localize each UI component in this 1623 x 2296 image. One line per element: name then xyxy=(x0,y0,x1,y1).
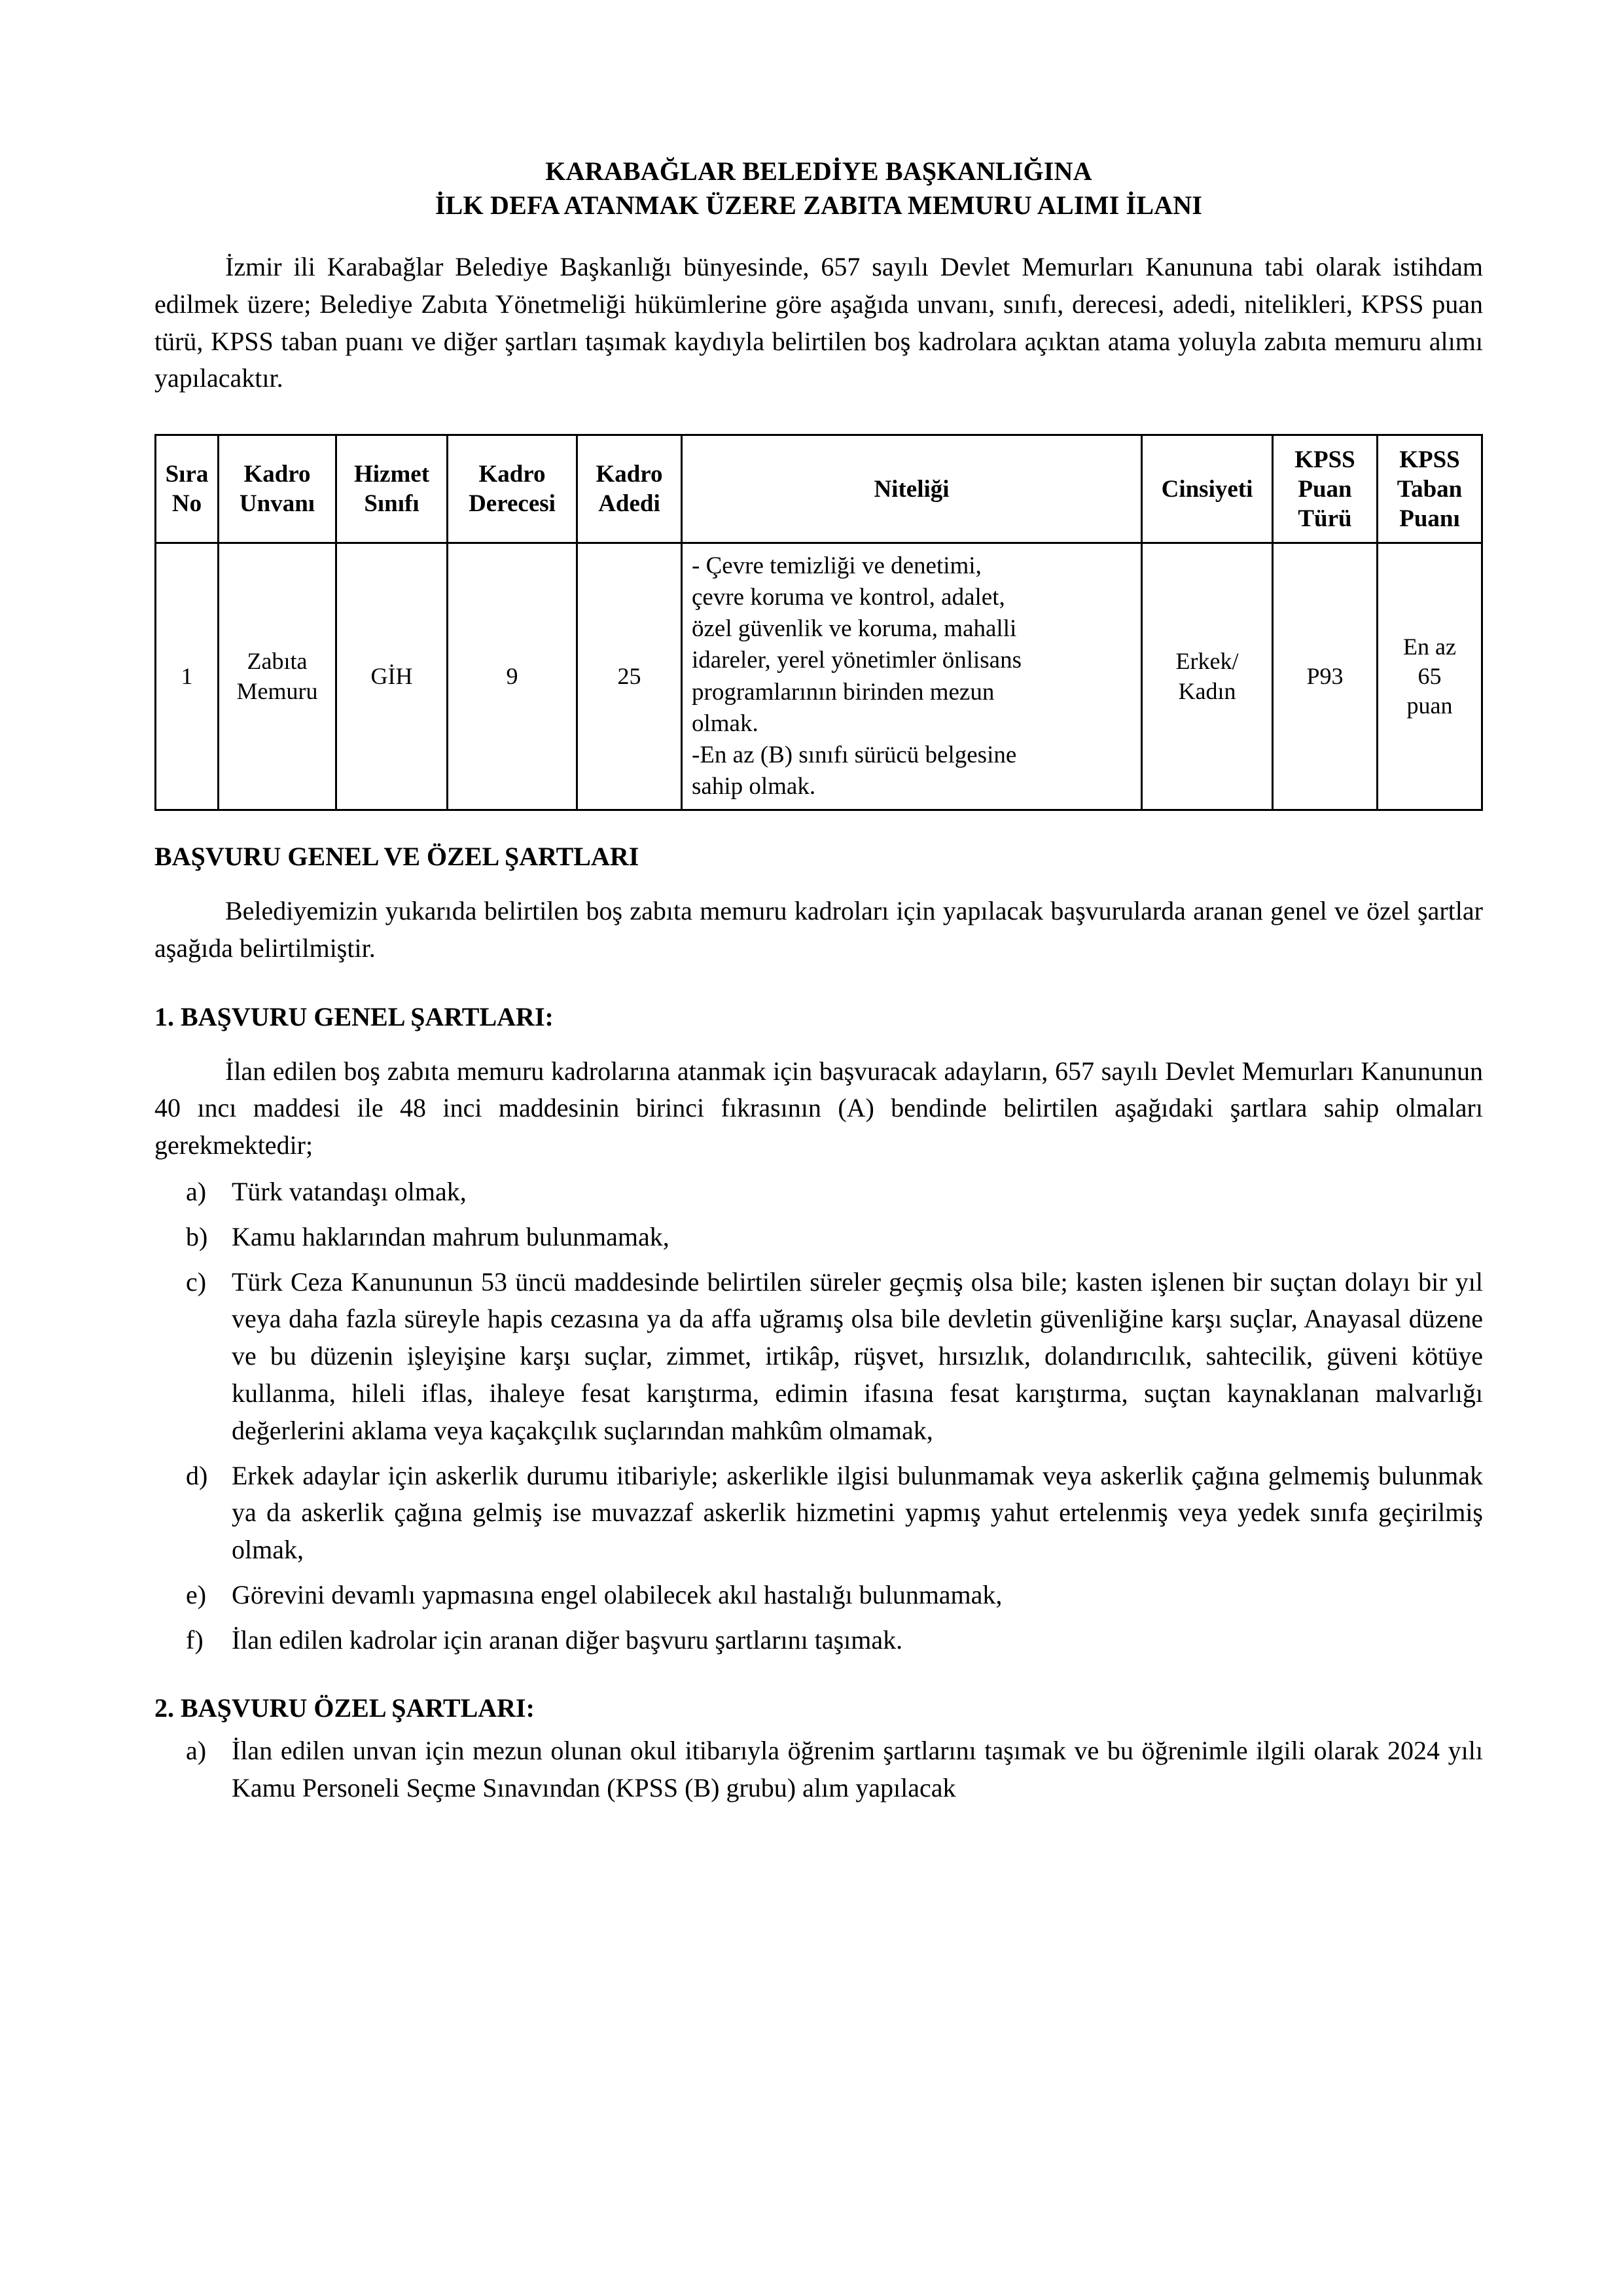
list-marker: b) xyxy=(186,1221,208,1251)
header-hizmet-sinifi xyxy=(336,435,448,543)
niteligi-line: olmak. xyxy=(692,709,758,737)
cell-cinsiyeti-line2: Kadın xyxy=(1178,677,1236,704)
title-line-2: İLK DEFA ATANMAK ÜZERE ZABITA MEMURU ALIMI İLANI xyxy=(435,190,1203,220)
header-kadro-adedi-line1: Kadro xyxy=(596,461,663,488)
list-marker: f) xyxy=(186,1624,204,1655)
header-kpss-taban-puani xyxy=(1378,435,1482,543)
cell-hizmet-sinifi: GİH xyxy=(336,543,448,810)
section-1-heading: 1. BAŞVURU GENEL ŞARTLARI: xyxy=(154,1001,554,1031)
header-kadro-unvani xyxy=(219,435,336,543)
header-sira-no-line1: Sıra xyxy=(165,461,209,488)
header-hizmet-sinifi-line1: Hizmet xyxy=(353,461,430,488)
general-special-conditions-heading: BAŞVURU GENEL VE ÖZEL ŞARTLARI xyxy=(154,841,639,871)
header-hizmet-sinifi-line2: Sınıfı xyxy=(364,490,419,518)
header-kadro-derecesi xyxy=(448,435,577,543)
list-marker: a) xyxy=(186,1736,207,1766)
header-kadro-unvani-line1: Kadro xyxy=(243,461,311,488)
list-item-text: Türk Ceza Kanununun 53 üncü maddesinde belirtilen süreler geçmiş olsa bile; kasten işlenen bir suçtan dolayı bir yıl veya daha fazla süreyle hapis cezasına ya da affa uğramış olsa bile devletin güvenliğine karşı suçlar, Anayasal düzene ve bu düzenin işleyişine karşı suçlar, zimmet, irtikâp, rüşvet, hırsızlık, dolandırıcılık, sahtecilik, güveni kötüye kullanma, hileli iflas, ihaleye fesat karıştırma, edimin ifasına fesat karıştırma, suçtan kaynaklanan malvarlığı değerlerini aklama veya kaçakçılık suçlarından mahkûm olmamak, xyxy=(232,1266,1483,1445)
table-header-row xyxy=(156,435,1482,543)
cell-kadro-unvani-line2: Memuru xyxy=(236,677,318,704)
header-kadro-derecesi-line1: Kadro xyxy=(478,461,546,488)
cell-kpss-taban-puani-line2: 65 xyxy=(1418,662,1442,689)
header-kpss-puan-turu-line2: Puan xyxy=(1298,475,1352,503)
list-item xyxy=(154,1732,1483,1807)
cell-cinsiyeti-line1: Erkek/ xyxy=(1175,648,1239,675)
header-niteligi: Niteliği xyxy=(682,435,1142,543)
table-row xyxy=(156,543,1482,810)
header-sira-no xyxy=(156,435,219,543)
niteligi-line: özel güvenlik ve koruma, mahalli xyxy=(692,615,1017,643)
cell-kpss-taban-puani-line1: En az xyxy=(1403,633,1456,660)
page-title xyxy=(154,154,1483,223)
section-2-list xyxy=(154,1732,1483,1807)
list-marker: c) xyxy=(186,1266,207,1297)
list-item-text: İlan edilen kadrolar için aranan diğer başvuru şartlarını taşımak. xyxy=(232,1624,903,1655)
cell-niteligi xyxy=(682,543,1142,810)
header-kpss-taban-puani-line2: Taban xyxy=(1397,475,1463,503)
list-item-text: Kamu haklarından mahrum bulunmamak, xyxy=(232,1221,669,1251)
list-item-text: Türk vatandaşı olmak, xyxy=(232,1176,467,1206)
niteligi-line: programlarının birinden mezun xyxy=(692,678,995,706)
cell-kadro-adedi: 25 xyxy=(577,543,682,810)
niteligi-line: çevre koruma ve kontrol, adalet, xyxy=(692,584,1005,611)
list-item xyxy=(154,1577,1483,1614)
header-sira-no-line2: No xyxy=(171,490,202,518)
list-item xyxy=(154,1174,1483,1211)
list-item-text: Görevini devamlı yapmasına engel olabilecek akıl hastalığı bulunmamak, xyxy=(232,1579,1003,1609)
list-item xyxy=(154,1458,1483,1569)
cell-cinsiyeti xyxy=(1142,543,1273,810)
list-marker: a) xyxy=(186,1176,207,1206)
header-kpss-taban-puani-line3: Puanı xyxy=(1399,505,1460,532)
title-line-1: KARABAĞLAR BELEDİYE BAŞKANLIĞINA xyxy=(545,156,1092,186)
kadro-table xyxy=(154,434,1483,811)
header-kpss-puan-turu-line1: KPSS xyxy=(1294,446,1355,473)
header-kadro-derecesi-line2: Derecesi xyxy=(469,490,556,518)
list-item-text: Erkek adaylar için askerlik durumu itibariyle; askerlikle ilgisi bulunmamak veya askerlik çağına gelmemiş bulunmak ya da askerlik çağına gelmiş ise muvazzaf askerlik hizmetini yapmış yahut ertelenmiş veya yedek sınıfa geçirilmiş olmak, xyxy=(232,1460,1483,1565)
cell-kpss-puan-turu: P93 xyxy=(1273,543,1378,810)
list-item xyxy=(154,1219,1483,1256)
cell-kpss-taban-puani xyxy=(1378,543,1482,810)
niteligi-line: - Çevre temizliği ve denetimi, xyxy=(692,552,982,580)
cell-kpss-taban-puani-line3: puan xyxy=(1406,692,1453,719)
cell-kadro-unvani-line1: Zabıta xyxy=(247,648,308,675)
section-2-heading: 2. BAŞVURU ÖZEL ŞARTLARI: xyxy=(154,1693,535,1723)
header-kpss-taban-puani-line1: KPSS xyxy=(1399,446,1460,473)
cell-kadro-unvani xyxy=(219,543,336,810)
list-marker: d) xyxy=(186,1460,208,1490)
cell-kadro-derecesi: 9 xyxy=(448,543,577,810)
section-1-paragraph: İlan edilen boş zabıta memuru kadrolarına atanmak için başvuracak adayların, 657 sayılı Devlet Memurları Kanununun 40 ıncı maddesi ile 48 inci maddesinin birinci fıkrasının (A) bendinde belirtilen aşağıdaki şartlara sahip olmaları gerekmektedir; xyxy=(154,1056,1483,1160)
niteligi-line: sahip olmak. xyxy=(692,772,816,800)
niteligi-line: idareler, yerel yönetimler önlisans xyxy=(692,647,1022,674)
header-kadro-adedi xyxy=(577,435,682,543)
cell-sira-no: 1 xyxy=(156,543,219,810)
list-item-text: İlan edilen unvan için mezun olunan okul itibarıyla öğrenim şartlarını taşımak ve bu öğrenimle ilgili olarak 2024 yılı Kamu Personeli Seçme Sınavından (KPSS (B) grubu) alım yapılacak xyxy=(232,1736,1483,1803)
header-kpss-puan-turu-line3: Türü xyxy=(1298,505,1352,532)
list-item xyxy=(154,1264,1483,1450)
header-kadro-unvani-line2: Unvanı xyxy=(239,490,315,518)
header-cinsiyeti: Cinsiyeti xyxy=(1142,435,1273,543)
header-kadro-adedi-line2: Adedi xyxy=(598,490,660,518)
general-special-conditions-paragraph: Belediyemizin yukarıda belirtilen boş zabıta memuru kadroları için yapılacak başvurularda aranan genel ve özel şartlar aşağıda belirtilmiştir. xyxy=(154,895,1483,963)
niteligi-line: -En az (B) sınıfı sürücü belgesine xyxy=(692,741,1017,768)
list-marker: e) xyxy=(186,1579,207,1609)
section-1-list xyxy=(154,1174,1483,1659)
intro-paragraph: İzmir ili Karabağlar Belediye Başkanlığı bünyesinde, 657 sayılı Devlet Memurları Kanununa tabi olarak istihdam edilmek üzere; Belediye Zabıta Yönetmeliği hükümlerine göre aşağıda unvanı, sınıfı, derecesi, adedi, nitelikleri, KPSS puan türü, KPSS taban puanı ve diğer şartları taşımak kaydıyla belirtilen boş kadrolara açıktan atama yoluyla zabıta memuru alımı yapılacaktır. xyxy=(154,252,1483,393)
header-kpss-puan-turu xyxy=(1273,435,1378,543)
list-item xyxy=(154,1622,1483,1659)
